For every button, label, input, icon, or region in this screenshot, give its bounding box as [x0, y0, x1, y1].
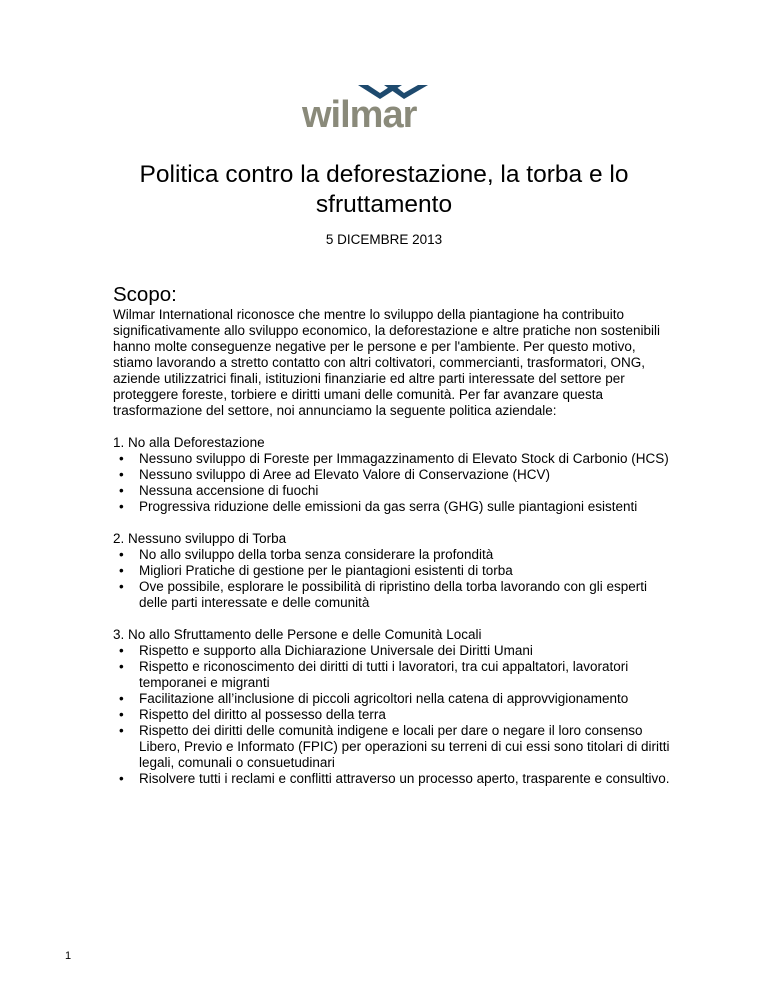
list-item: • Nessuna accensione di fuochi [113, 483, 673, 499]
scope-heading: Scopo: [113, 283, 177, 306]
section-deforestation [113, 435, 673, 515]
list-item: • Nessuno sviluppo di Aree ad Elevato Valore di Conservazione (HCV) [113, 467, 673, 483]
list-item: • Rispetto e supporto alla Dichiarazione Universale dei Diritti Umani [113, 643, 673, 659]
bullet-list [113, 643, 673, 787]
logo-wordmark: wilmar [302, 94, 417, 133]
list-item: • Nessuno sviluppo di Foreste per Immagazzinamento di Elevato Stock di Carbonio (HCS) [113, 451, 673, 467]
list-item: • Migliori Pratiche di gestione per le piantagioni esistenti di torba [113, 563, 673, 579]
list-item: • Risolvere tutti i reclami e conflitti attraverso un processo aperto, trasparente e consultivo. [113, 771, 673, 787]
list-item: • No allo sviluppo della torba senza considerare la profondità [113, 547, 673, 563]
list-item: • Rispetto del diritto al possesso della terra [113, 707, 673, 723]
list-item: • Ove possibile, esplorare le possibilità di ripristino della torba lavorando con gli esperti delle parti interessate e delle comunità [113, 579, 673, 611]
list-item: • Rispetto dei diritti delle comunità indigene e locali per dare o negare il loro consenso Libero, Previo e Informato (FPIC) per operazioni su terreni di cui essi sono titolari di diritti legali, comunali o consuetudinari [113, 723, 673, 771]
bullet-list [113, 547, 673, 611]
wilmar-logo [300, 83, 460, 133]
wilmar-logo-graphic [300, 83, 460, 133]
section-peat [113, 531, 673, 611]
section-title: 3. No allo Sfruttamento delle Persone e delle Comunità Locali [113, 627, 482, 642]
bullet-list [113, 451, 673, 515]
section-title: 1. No alla Deforestazione [113, 435, 265, 450]
document-date: 5 DICEMBRE 2013 [325, 232, 443, 247]
list-item: • Rispetto e riconoscimento dei diritti di tutti i lavoratori, tra cui appaltatori, lavoratori temporanei e migranti [113, 659, 673, 691]
list-item: • Facilitazione all’inclusione di piccoli agricoltori nella catena di approvvigionamento [113, 691, 673, 707]
list-item: • Progressiva riduzione delle emissioni da gas serra (GHG) sulle piantagioni esistenti [113, 499, 673, 515]
document-title: Politica contro la deforestazione, la torba e lo sfruttamento [139, 161, 629, 218]
page-number: 1 [65, 950, 72, 962]
intro-paragraph: Wilmar International riconosce che mentre lo sviluppo della piantagione ha contribuito significativamente allo sviluppo economico, la deforestazione e altre pratiche non sostenibili hanno molte conseguenze negative per le persone e per l'ambiente. Per questo motivo, stiamo lavorando a stretto contatto con altri coltivatori, commercianti, trasformatori, ONG, aziende utilizzatrici finali, istituzioni finanziarie ed altre parti interessate del settore per proteggere foreste, torbiere e diritti umani delle comunità. Per far avanzare questa trasformazione del settore, noi annunciamo la seguente politica aziendale: [113, 307, 661, 418]
section-title: 2. Nessuno sviluppo di Torba [113, 531, 287, 546]
section-exploitation [113, 627, 673, 787]
document-body [113, 307, 673, 787]
